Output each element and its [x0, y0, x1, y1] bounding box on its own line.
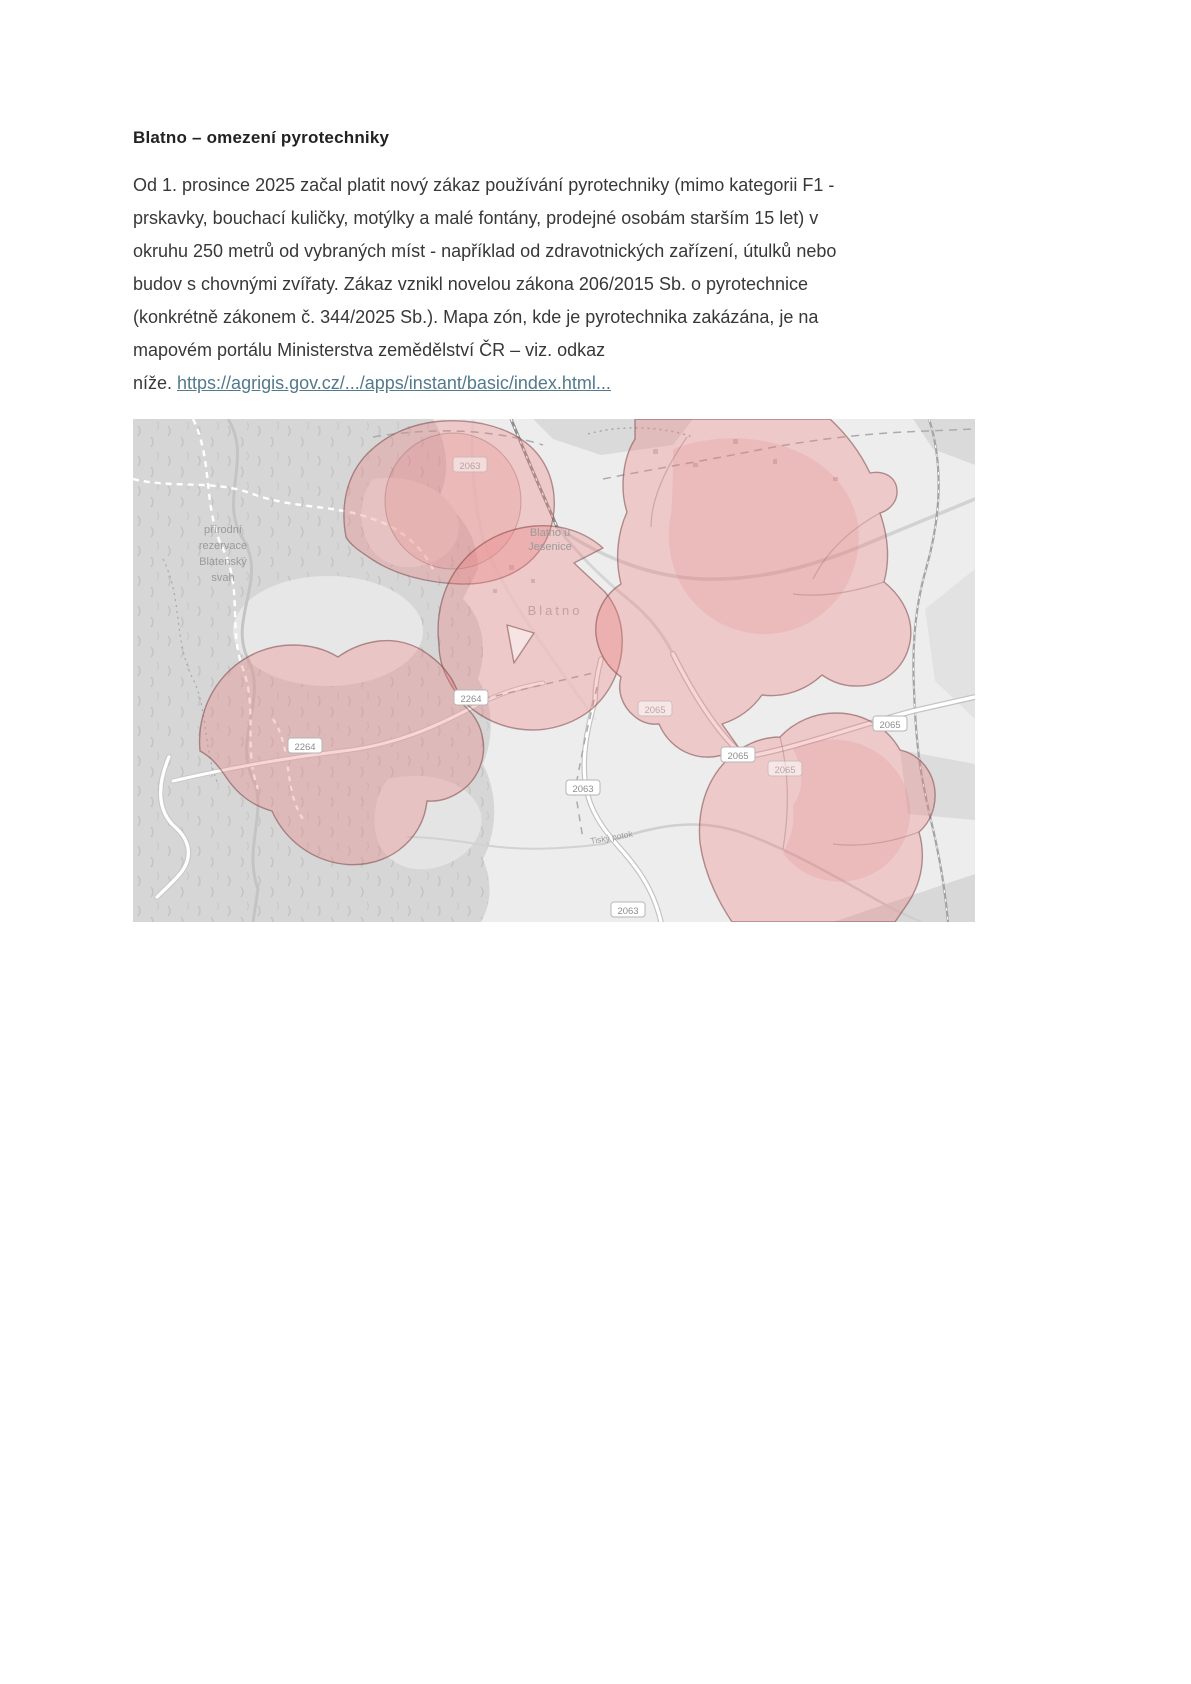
road-shield — [873, 716, 907, 731]
paragraph-line: budov s chovnými zvířaty. Zákaz vznikl novelou zákona 206/2015 Sb. o pyrotechnice — [133, 274, 809, 294]
svg-text:2065: 2065 — [879, 720, 901, 731]
road-shield — [566, 780, 600, 795]
stream-label: Tiský potok — [589, 828, 634, 846]
town-faint-label: Blatno — [527, 603, 583, 618]
paragraph-line: (konkrétně zákonem č. 344/2025 Sb.). Mapa zón, kde je pyrotechnika zakázána, je na — [133, 307, 819, 327]
svg-text:2264: 2264 — [460, 694, 482, 705]
reserve-label: rezervace — [198, 540, 248, 552]
svg-text:2063: 2063 — [459, 461, 481, 472]
reserve-label: Blatenský — [199, 556, 247, 568]
paragraph-line-with-link — [133, 367, 978, 400]
paragraph-line: mapovém portálu Ministerstva zemědělství ČR – viz. odkaz — [133, 340, 606, 360]
road-shield — [611, 902, 645, 917]
road-shield — [288, 738, 322, 753]
reserve-label: přírodní — [204, 524, 242, 536]
svg-text:2063: 2063 — [572, 784, 594, 795]
pyrotechnics-zone-map-image — [133, 419, 975, 922]
svg-text:2065: 2065 — [644, 705, 666, 716]
svg-text:2264: 2264 — [294, 742, 316, 753]
road-shield — [721, 747, 755, 762]
page-title: Blatno – omezení pyrotechniky — [133, 128, 390, 147]
paragraph-line: okruhu 250 metrů od vybraných míst - například od zdravotnických zařízení, útulků nebo — [133, 241, 837, 261]
body-paragraph — [133, 169, 978, 400]
road-shield — [454, 690, 488, 705]
reserve-label: svah — [211, 572, 235, 584]
svg-text:2065: 2065 — [727, 751, 749, 762]
road-shield — [768, 761, 802, 776]
link-prefix-text: níže. — [133, 373, 178, 393]
map-canvas — [133, 419, 975, 922]
town-label: Blatno u — [529, 527, 571, 539]
paragraph-line: Od 1. prosince 2025 začal platit nový zákaz používání pyrotechniky (mimo kategorii F1 - — [133, 175, 835, 195]
town-label: Jesenice — [528, 541, 572, 553]
svg-text:2063: 2063 — [617, 906, 639, 917]
agrigis-map-link[interactable]: https://agrigis.gov.cz/.../apps/instant/basic/index.html... — [177, 373, 611, 393]
paragraph-line: prskavky, bouchací kuličky, motýlky a malé fontány, prodejné osobám starším 15 let) v — [133, 208, 819, 228]
svg-text:2065: 2065 — [774, 765, 796, 776]
road-shield — [638, 701, 672, 716]
road-shield — [453, 457, 487, 472]
